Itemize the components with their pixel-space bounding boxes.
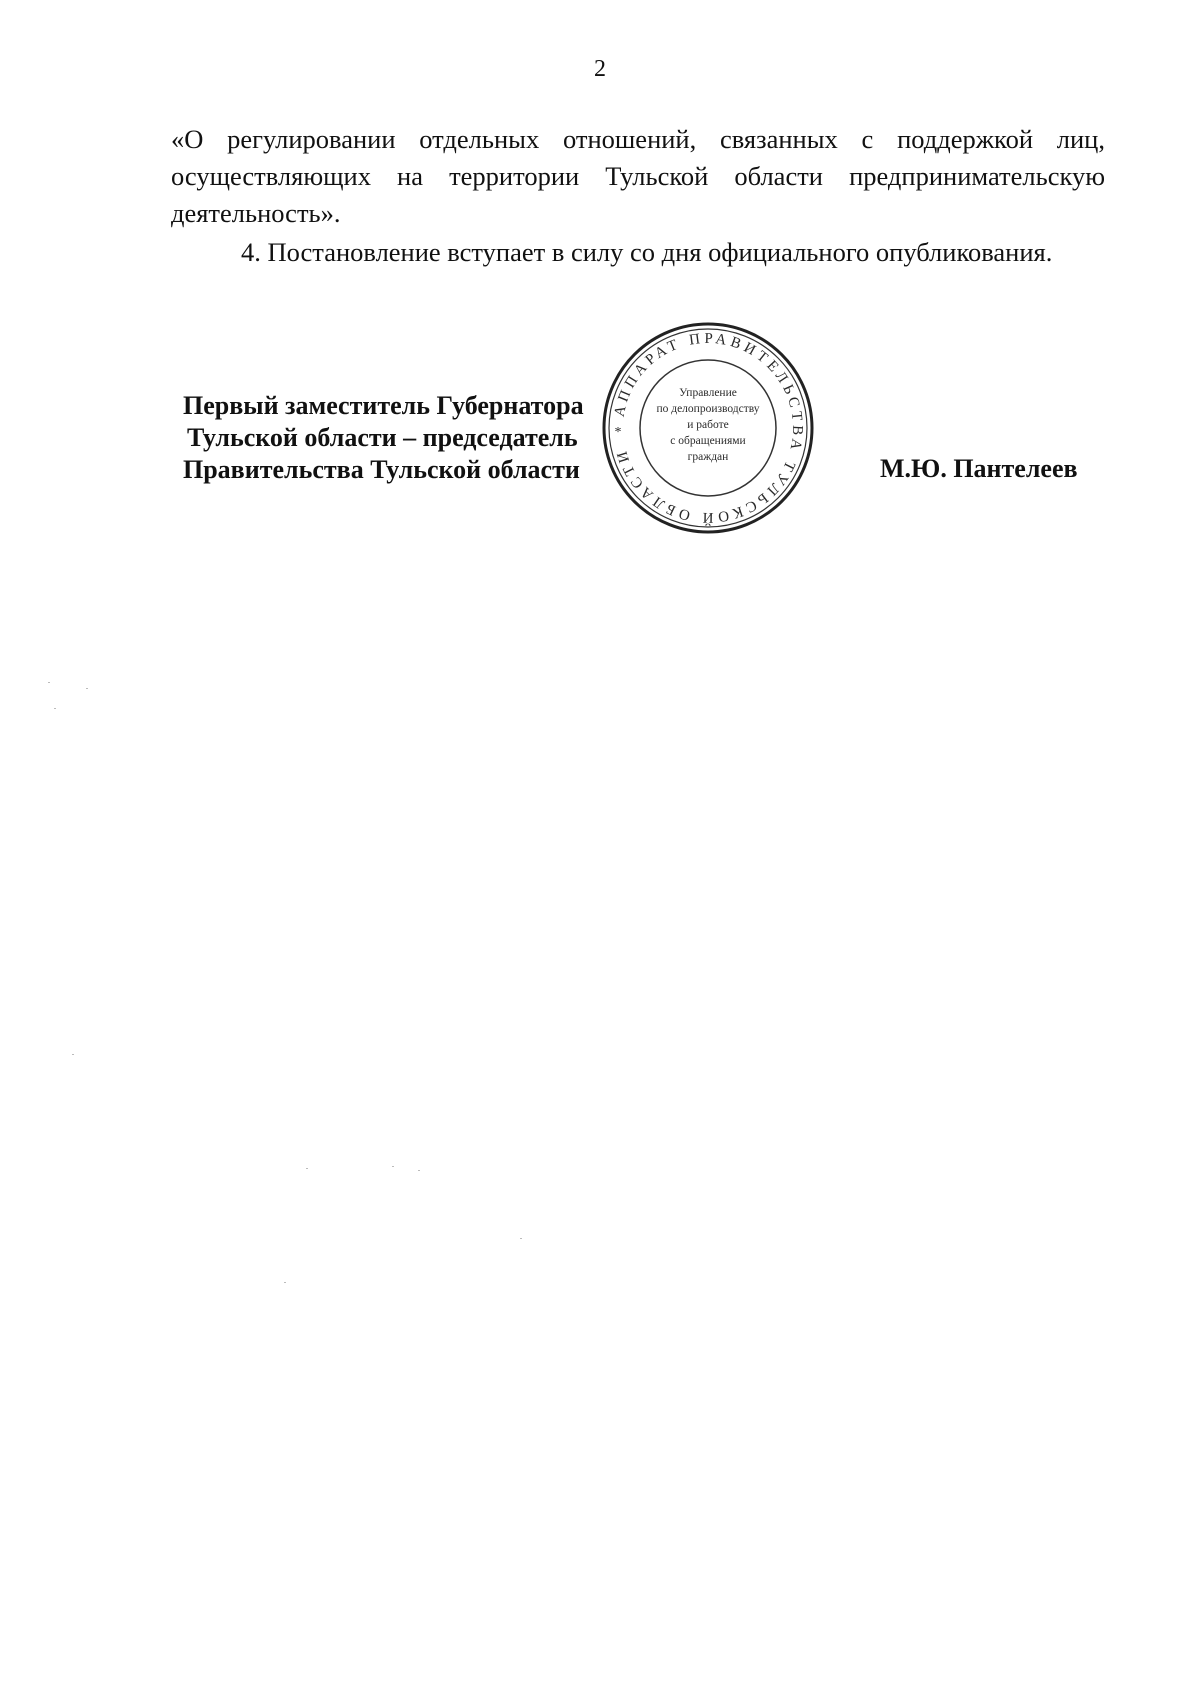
signatory-position-line: Правительства Тульской области [183,455,580,484]
scan-speck [86,688,88,689]
scan-speck [48,682,50,683]
body-text [171,121,1105,271]
signatory-position-line: Первый заместитель Губернатора [183,391,584,420]
stamp-center-line: и работе [687,419,729,431]
scan-speck [306,1168,308,1169]
scan-speck [392,1166,394,1167]
stamp-ring-text: АППАРАТ ПРАВИТЕЛЬСТВА ТУЛЬСКОЙ ОБЛАСТИ [611,330,806,526]
stamp-center-line: по делопроизводству [656,403,760,415]
page-number: 2 [594,56,606,82]
signatory-name: М.Ю. Пантелеев [880,454,1078,483]
official-stamp [598,318,818,538]
scan-speck [418,1170,420,1171]
scan-speck [520,1238,522,1239]
stamp-center-line: с обращениями [670,435,746,447]
signatory-position [183,390,584,486]
scan-speck [54,708,56,709]
stamp-center-line: Управление [679,387,737,399]
scan-speck [284,1282,286,1283]
scan-speck [72,1054,74,1055]
stamp-star-icon: * [614,425,622,440]
signatory-position-line: Тульской области – председатель [187,423,578,452]
paragraph-clause-4: 4. Постановление вступает в силу со дня официального опубликования. [241,237,1053,267]
paragraph-law-title: «О регулировании отдельных отношений, связанных с поддержкой лиц, осуществляющих на территории Тульской области предпринимательскую деятельность». [171,124,1105,228]
stamp-center-line: граждан [687,451,729,463]
